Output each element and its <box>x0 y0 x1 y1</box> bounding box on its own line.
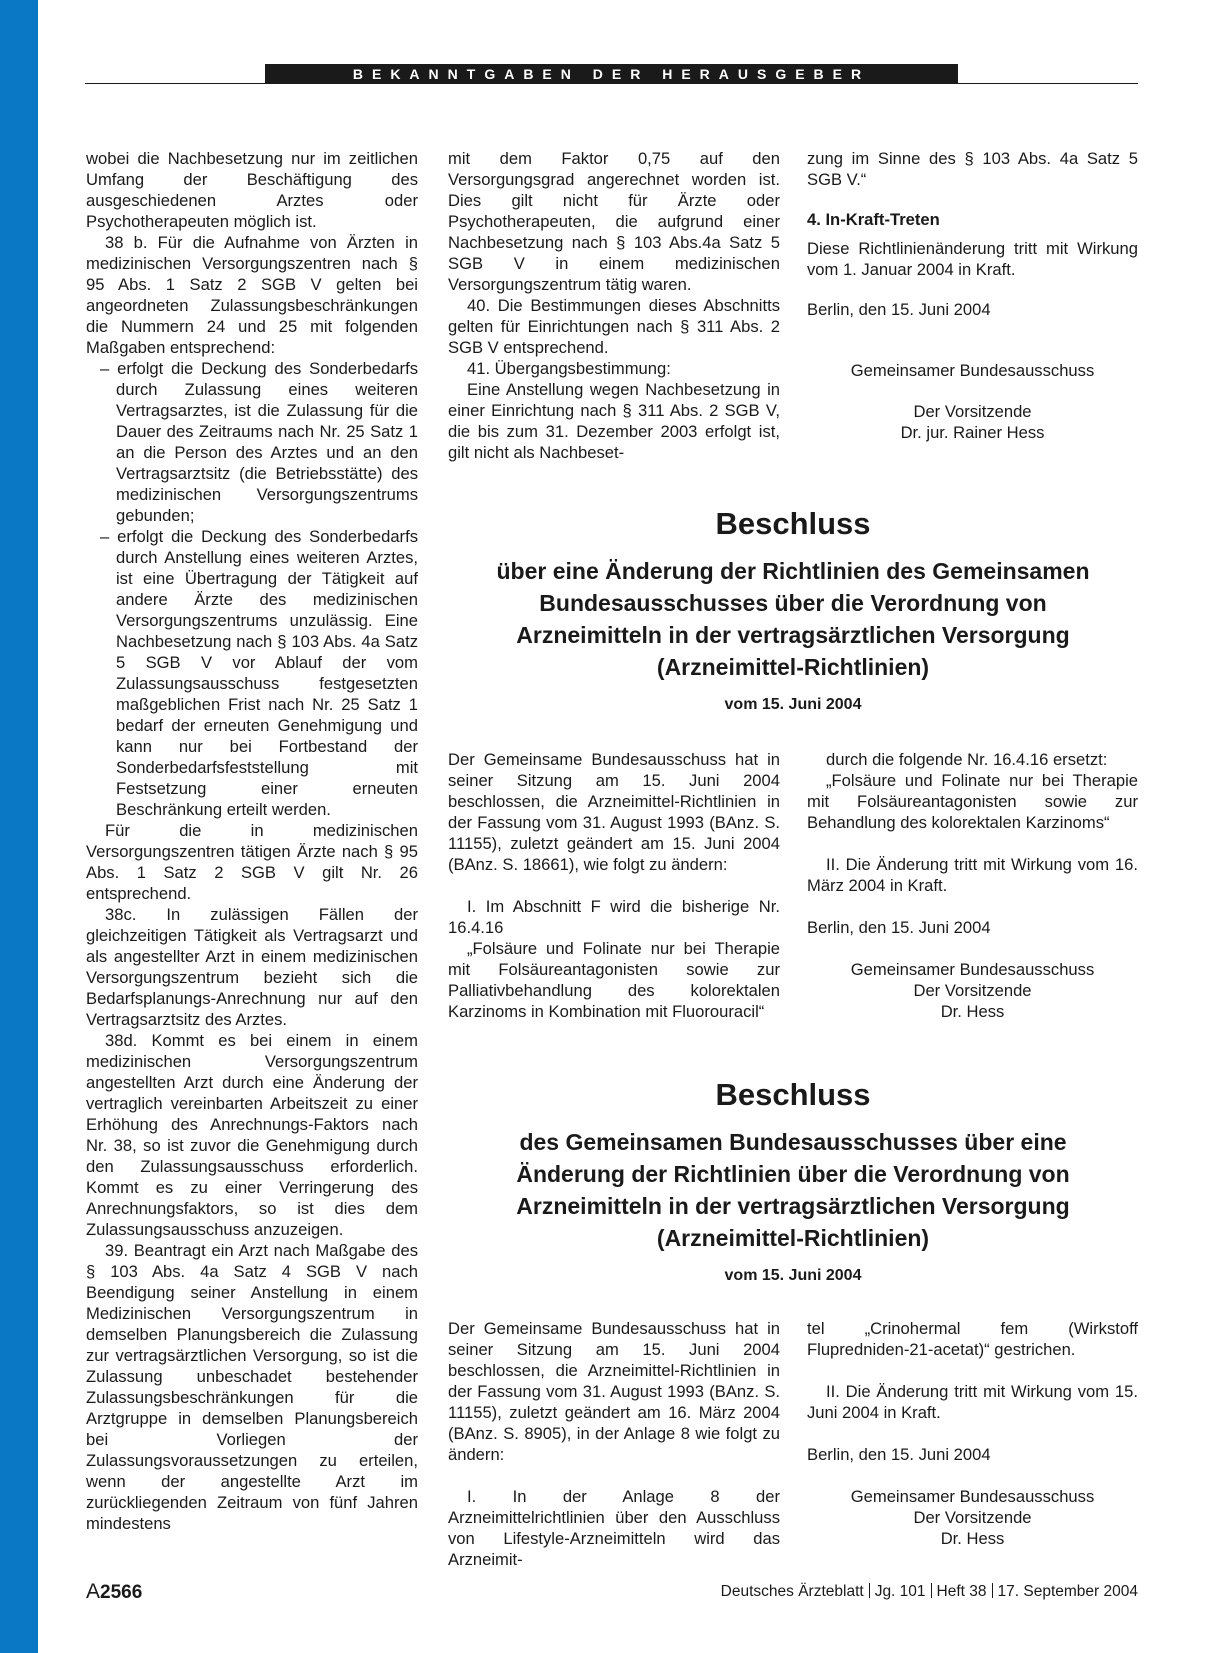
paragraph: 39. Beantragt ein Arzt nach Maßgabe des § 103 Abs. 4a Satz 4 SGB V nach Beendigung seiner Anstellung in einem Medizinischen Versorgungszentrum in demselben Planungsbereich die Zulassung zur vertragsärztlichen Versorgung, so ist die Zulassung unbeschadet bestehender Zulassungsbeschränkungen für die Arztgruppe in demselben Planungsbereich bei Vorliegen der Zulassungsvoraussetzungen zu erteilen, wenn der angestellte Arzt im zurückliegenden Zeitraum von fünf Jahren mindestens <box>86 1241 418 1533</box>
journal-footer <box>721 1583 1138 1601</box>
beschluss-2-heading <box>448 1076 1138 1286</box>
beschluss-subtitle-line: Bundesausschusses über die Verordnung von <box>539 590 1047 616</box>
signature-role: Der Vorsitzende <box>913 402 1032 421</box>
paragraph: 38c. In zulässigen Fällen der gleichzeitigen Tätigkeit als Vertragsarzt und als angestellter Arzt in einem medizinischen Versorgungszentrum bezieht sich die Bedarfsplanungs-Anrechnung nur auf den Vertragsarztsitz des Arztes. <box>86 905 418 1029</box>
column-1 <box>86 148 418 1534</box>
beschluss-2-left-column <box>448 1318 780 1570</box>
paragraph: Der Gemeinsame Bundesausschuss hat in seiner Sitzung am 15. Juni 2004 beschlossen, die Arzneimittel-Richtlinien in der Fassung vom 31. August 1993 (BAnz. S. 11155), zuletzt geändert am 15. Juni 2004 (BAnz. S. 18661), wie folgt zu ändern: <box>448 750 780 874</box>
paragraph: Eine Anstellung wegen Nachbesetzung in einer Einrichtung nach § 311 Abs. 2 SGB V, die bis zum 31. Dezember 2003 erfolgt ist, gilt nicht als Nachbeset- <box>448 380 780 462</box>
column-3 <box>807 148 1138 443</box>
signature-org: Gemeinsamer Bundesausschuss <box>850 361 1095 380</box>
paragraph: 41. Übergangsbestimmung: <box>467 359 671 378</box>
paragraph: wobei die Nachbesetzung nur im zeitlichen Umfang der Beschäftigung des ausgeschiedenen Arztes oder Psychotherapeuten möglich ist. <box>86 149 418 231</box>
paragraph: I. In der Anlage 8 der Arzneimittelrichtlinien über den Ausschluss von Lifestyle-Arzneimitteln wird das Arzneimit- <box>448 1487 780 1569</box>
separator <box>869 1583 870 1598</box>
page-number-value: 2566 <box>100 1582 143 1603</box>
beschluss-title: Beschluss <box>715 506 871 541</box>
beschluss-subtitle-line: über eine Änderung der Richtlinien des Gemeinsamen <box>496 558 1090 584</box>
section-header: BEKANNTGABEN DER HERAUSGEBER <box>265 64 958 84</box>
beschluss-title: Beschluss <box>715 1077 871 1112</box>
separator <box>931 1583 932 1598</box>
paragraph: 38 b. Für die Aufnahme von Ärzten in medizinischen Versorgungszentren nach § 95 Abs. 1 Satz 2 SGB V gelten bei angeordneten Zulassungsbeschränkungen die Nummern 24 und 25 mit folgenden Maßgaben entsprechend: <box>86 233 418 357</box>
paragraph: 38d. Kommt es bei einem in einem medizinischen Versorgungszentrum angestellten Arzt durch eine Änderung der vertraglich vereinbarten Arbeitszeit zu einer Erhöhung des Anrechnungs-Faktors nach Nr. 38, so ist zuvor die Genehmigung durch den Zulassungsausschuss erforderlich. Kommt es zu einer Verringerung des Anrechnungsfaktors, so ist dies dem Zulassungsausschuss anzuzeigen. <box>86 1031 418 1239</box>
page-number <box>86 1580 142 1604</box>
paragraph: I. Im Abschnitt F wird die bisherige Nr. 16.4.16 <box>448 897 780 937</box>
signature-name: Dr. Hess <box>940 1002 1005 1021</box>
beschluss-subtitle-line: (Arzneimittel-Richtlinien) <box>656 1225 930 1251</box>
journal-volume: Jg. 101 <box>874 1583 926 1600</box>
signature-org: Gemeinsamer Bundesausschuss <box>850 960 1095 979</box>
signature-org: Gemeinsamer Bundesausschuss <box>850 1487 1095 1506</box>
page-prefix: A <box>86 1580 101 1603</box>
journal-name: Deutsches Ärzteblatt <box>720 1583 864 1600</box>
journal-date: 17. September 2004 <box>997 1583 1138 1600</box>
beschluss-subtitle-line: Arzneimitteln in der vertragsärztlichen Versorgung <box>516 1193 1070 1219</box>
paragraph: zung im Sinne des § 103 Abs. 4a Satz 5 SGB V.“ <box>807 149 1138 189</box>
separator <box>992 1583 993 1598</box>
beschluss-1-heading <box>448 505 1138 715</box>
beschluss-subtitle-line: Arzneimitteln in der vertragsärztlichen Versorgung <box>516 622 1070 648</box>
paragraph: mit dem Faktor 0,75 auf den Versorgungsgrad angerechnet worden ist. Dies gilt nicht für Ärzte oder Psychotherapeuten, die aufgrund einer Nachbesetzung nach § 103 Abs.4a Satz 5 SGB V in einem medizinischen Versorgungszentrum tätig waren. <box>448 149 780 294</box>
signature-name: Dr. Hess <box>940 1529 1005 1548</box>
beschluss-subtitle-line: des Gemeinsamen Bundesausschusses über eine <box>519 1129 1067 1155</box>
paragraph: Diese Richtlinienänderung tritt mit Wirkung vom 1. Januar 2004 in Kraft. <box>807 239 1138 279</box>
paragraph: II. Die Änderung tritt mit Wirkung vom 15. Juni 2004 in Kraft. <box>807 1382 1138 1422</box>
paragraph: „Folsäure und Folinate nur bei Therapie mit Folsäureantagonisten sowie zur Palliativbehandlung des kolorektalen Karzinoms in Kombination mit Fluorouracil“ <box>448 939 780 1021</box>
column-2 <box>448 148 780 463</box>
list-item: – erfolgt die Deckung des Sonderbedarfs durch Anstellung eines weiteren Arztes, ist eine Übertragung der Tätigkeit auf andere Ärzte des medizinischen Versorgungszentrums unzulässig. Eine Nachbesetzung nach § 103 Abs. 4a Satz 5 SGB V vor Ablauf der vom Zulassungsausschuss festgesetzten maßgeblichen Frist nach Nr. 25 Satz 1 bedarf der erneuten Genehmigung und kann nur bei Fortbestand der Sonderbedarfsfeststellung mit Festsetzung einer erneuten Beschränkung erteilt werden. <box>100 527 418 819</box>
signature-role: Der Vorsitzende <box>913 981 1032 1000</box>
paragraph: 40. Die Bestimmungen dieses Abschnitts gelten für Einrichtungen nach § 311 Abs. 2 SGB V entsprechend. <box>448 296 780 357</box>
beschluss-1-left-column <box>448 749 780 1022</box>
signature-role: Der Vorsitzende <box>913 1508 1032 1527</box>
paragraph: durch die folgende Nr. 16.4.16 ersetzt: <box>826 750 1108 769</box>
journal-issue: Heft 38 <box>936 1583 987 1600</box>
signature-name: Dr. jur. Rainer Hess <box>900 423 1045 442</box>
place-date: Berlin, den 15. Juni 2004 <box>807 918 991 937</box>
paragraph: tel „Crinohermal fem (Wirkstoff Flupredniden-21-acetat)“ gestrichen. <box>807 1319 1138 1359</box>
margin-color-bar <box>0 0 38 1653</box>
section-heading: 4. In-Kraft-Treten <box>807 210 940 229</box>
paragraph: „Folsäure und Folinate nur bei Therapie mit Folsäureantagonisten sowie zur Behandlung des kolorektalen Karzinoms“ <box>807 771 1138 832</box>
beschluss-date: vom 15. Juni 2004 <box>724 1267 862 1284</box>
beschluss-subtitle-line: (Arzneimittel-Richtlinien) <box>656 654 930 680</box>
place-date: Berlin, den 15. Juni 2004 <box>807 300 991 319</box>
beschluss-1-right-column <box>807 749 1138 1022</box>
paragraph: II. Die Änderung tritt mit Wirkung vom 16. März 2004 in Kraft. <box>807 855 1138 895</box>
paragraph: Für die in medizinischen Versorgungszentren tätigen Ärzte nach § 95 Abs. 1 Satz 2 SGB V gilt Nr. 26 entsprechend. <box>86 821 418 903</box>
beschluss-date: vom 15. Juni 2004 <box>724 696 862 713</box>
beschluss-subtitle-line: Änderung der Richtlinien über die Verordnung von <box>516 1161 1070 1187</box>
paragraph: Der Gemeinsame Bundesausschuss hat in seiner Sitzung am 15. Juni 2004 beschlossen, die Arzneimittel-Richtlinien in der Fassung vom 31. August 1993 (BAnz. S. 11155), zuletzt geändert am 16. März 2004 (BAnz. S. 8905), in der Anlage 8 wie folgt zu ändern: <box>448 1319 780 1464</box>
beschluss-2-right-column <box>807 1318 1138 1549</box>
list-item: – erfolgt die Deckung des Sonderbedarfs durch Zulassung eines weiteren Vertragsarztes, ist die Zulassung für die Dauer des Zeitraums nach Nr. 25 Satz 1 an die Person des Arztes und an den Vertragsarztsitz (die Betriebsstätte) des medizinischen Versorgungszentrums gebunden; <box>100 359 418 525</box>
header-rule <box>85 83 1138 84</box>
place-date: Berlin, den 15. Juni 2004 <box>807 1445 991 1464</box>
